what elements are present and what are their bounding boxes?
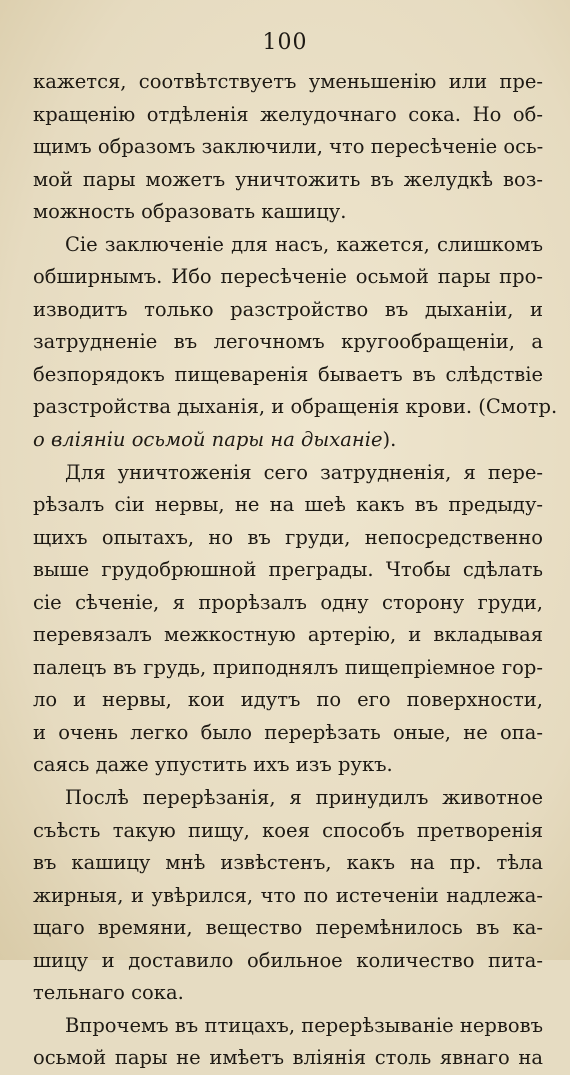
text-line: выше грудобрюшной преграды. Чтобы сдѣлать: [33, 558, 543, 582]
text-line: Впрочемъ въ птицахъ, перерѣзываніе нервовъ: [65, 1013, 543, 1037]
text-line: палецъ въ грудь, приподнялъ пищепріемное гор-: [33, 655, 543, 679]
text-line: [33, 424, 543, 457]
reference-close: ).: [382, 428, 397, 452]
text-line: сіе сѣченіе, я прорѣзалъ одну сторону груди,: [33, 590, 543, 614]
text-line: кажется, соотвѣтствуетъ уменьшенію или пре-: [33, 70, 543, 93]
text-line: обширнымъ. Ибо пересѣченіе осьмой пары про-: [33, 265, 543, 289]
text-line: жирныя, и увѣрился, что по истеченіи надлежа-: [33, 883, 543, 907]
text-line: въ кашицу мнѣ извѣстенъ, какъ на пр. тѣла: [33, 851, 543, 875]
text-line: тельнаго сока.: [33, 981, 184, 1005]
text-line: можность образовать кашицу.: [33, 200, 347, 224]
page-number: 100: [262, 30, 308, 55]
text-line: перевязалъ межкостную артерію, и вкладывая: [33, 623, 543, 647]
text-line: затрудненіе въ легочномъ кругообращеніи, а: [33, 330, 543, 354]
text-line: и очень легко было перерѣзать оные, не опа-: [33, 720, 543, 744]
body-text: [33, 66, 558, 1075]
text-line: изводитъ только разстройство въ дыханіи, и: [33, 297, 543, 321]
text-line: рѣзалъ сіи нервы, не на шеѣ какъ въ предыду-: [33, 493, 543, 517]
text-line: Послѣ перерѣзанія, я принудилъ животное: [65, 786, 543, 810]
text-line: ло и нервы, кои идутъ по его поверхности,: [33, 688, 543, 712]
text-line: щихъ опытахъ, но въ груди, непосредственно: [33, 525, 543, 549]
text-line: разстройства дыханія, и обращенія крови. (Смотр.: [33, 395, 558, 419]
text-line: Для уничтоженія сего затрудненія, я пере-: [65, 460, 543, 484]
text-line: мой пары можетъ уничтожить въ желудкѣ воз-: [33, 167, 543, 191]
text-line: осьмой пары не имѣетъ вліянія столь явнаго на: [33, 1046, 543, 1070]
text-line: щимъ образомъ заключили, что пересѣченіе ось-: [33, 135, 544, 159]
text-line: съѣсть такую пищу, коея способъ претворенія: [33, 818, 543, 842]
text-line: кращенію отдѣленія желудочнаго сока. Но об-: [33, 102, 543, 126]
text-line: щаго времяни, вещество перемѣнилось въ ка-: [33, 916, 543, 940]
text-line: безпорядокъ пищеваренія бываетъ въ слѣдствіе: [33, 362, 543, 386]
italic-reference: о вліяніи осьмой пары на дыханіе: [33, 428, 383, 452]
text-line: Сіе заключеніе для насъ, кажется, слишкомъ: [65, 232, 543, 256]
text-line: саясь даже упустить ихъ изъ рукъ.: [33, 753, 393, 777]
text-line: шицу и доставило обильное количество пита-: [33, 948, 543, 972]
